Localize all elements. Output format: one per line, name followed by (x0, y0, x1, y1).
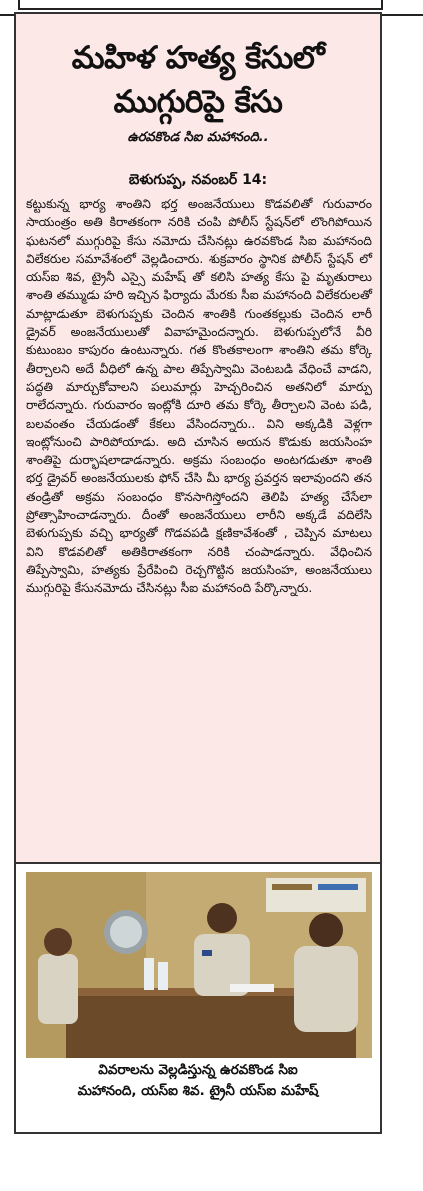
byline: ఉరవకొండ సిఐ మహానంది.. (127, 130, 269, 145)
photo-officer-left-body (38, 954, 78, 1024)
headline (16, 36, 380, 124)
photo-papers (230, 984, 274, 992)
headline-line-1: మహిళ హత్య కేసులో (71, 40, 325, 76)
news-photo (26, 872, 372, 1058)
photo-officer-right-head (309, 913, 343, 947)
photo-officer-right-body (294, 946, 358, 1032)
police-officers-photo (26, 872, 372, 1058)
caption-line-1: వివరాలను వెల్లడిస్తున్న ఉరవకొండ సిఐ (98, 1062, 298, 1078)
photo-box (14, 862, 382, 1134)
photo-officer-center-head (207, 903, 237, 933)
caption-line-2: మహానంది, యస్ఐ శివ. ట్రైనీ యస్ఐ మహేష్ (77, 1083, 319, 1099)
photo-bottle (144, 958, 154, 990)
headline-line-2: ముగ్గురిపై కేసు (113, 84, 283, 120)
photo-officer-badge (202, 950, 212, 956)
article-body: కట్టుకున్న భార్య శాంతిని భర్త అంజనేయులు కొడవలితో గురువారం సాయంత్రం అతి కిరాతకంగా నరికి చంపి పోలీస్ స్టేషన్‌లో లొంగిపోయిన ఘటనలో ముగ్గురిపై కేసు నమోదు చేసినట్లు ఉరవకొండ సిఐ మహానంది విలేకరుల సమావేశంలో వెల్లడించారు. శుక్రవారం స్థానిక పోలీస్ స్టేషన్ లో యస్ఐ శివ, ట్రైనీ ఎస్సై మహేష్ తో కలిసి హత్య కేసు పై మృతురాలు శాంతి తమ్ముడు హరి ఇచ్చిన ఫిర్యాదు మేరకు సీఐ మహానంది విలేకరులతో మాట్లాడుతూ బెళుగుప్పకు చెందిన శాంతికి గుంతకల్లుకు చెందిన లారీ డ్రైవర్ అంజనేయులుతో వివాహమైందన్నారు. బెళుగుప్పలోనే వీరి కుటుంబం కాపురం ఉంటున్నారు. గత కొంతకాలంగా శాంతిని తమ కోర్కె తీర్చాలని అదే వీధిలో ఉన్న పాల తిప్పేస్వామి వెంటబడి వేధించే వాడని, పద్ధతి మార్చుకోవాలని పలుమార్లు హెచ్చరించిన అతనిలో మార్పు రాలేదన్నారు. గురువారం ఇంట్లోకి దూరి తమ కోర్కె తీర్చాలని వెంట పడి, బలవంతం చేయడంతో కేకలు వేసిందన్నారు.. విని అక్కడికి వెళ్లగా ఇంట్లోనుంచి పారిపోయాడు. అది చూసిన అయన కొడుకు జయసింహ శాంతిపై దుర్భాషలాడాడన్నారు. అక్రమ సంబంధం అంటగడుతూ శాంతి భర్త డ్రైవర్ అంజనేయులకు ఫోన్ చేసి మీ భార్య ప్రవర్తన ఇలావుందని తన తండ్రితో అక్రమ సంబంధం కొనసాగిస్తోందని తెలిపి హత్య చేసేలా ప్రోత్సాహించాడన్నారు. దీంతో అంజనేయులు లారీని అక్కడే వదిలేసి బెళుగుప్పకు వచ్చి భార్యతో గొడవపడి క్షణికావేశంతో , చెప్పిన మాటలు విని కొడవలితో అతికిరాతకంగా నరికి చంపాడన్నారు. వేధించిన తిప్పేస్వామి, హత్యకు ప్రేరేపించి రెచ్చగొట్టిన జయసింహ, అంజనేయులు ముగ్గురిపై కేసునమోదు చేసినట్లు సీఐ మహానంది పేర్కొన్నారు. (26, 197, 372, 596)
photo-fan-guard (110, 916, 142, 948)
dateline: బెళుగుప్ప, నవంబర్ 14: (128, 172, 268, 188)
photo-notice-text (272, 884, 312, 890)
photo-caption (20, 1060, 376, 1102)
photo-officer-left-head (44, 928, 72, 956)
photo-bottle-2 (158, 962, 168, 990)
previous-article-frame (18, 0, 383, 10)
photo-notice-text-2 (318, 884, 358, 890)
photo-notice-board (266, 878, 366, 912)
